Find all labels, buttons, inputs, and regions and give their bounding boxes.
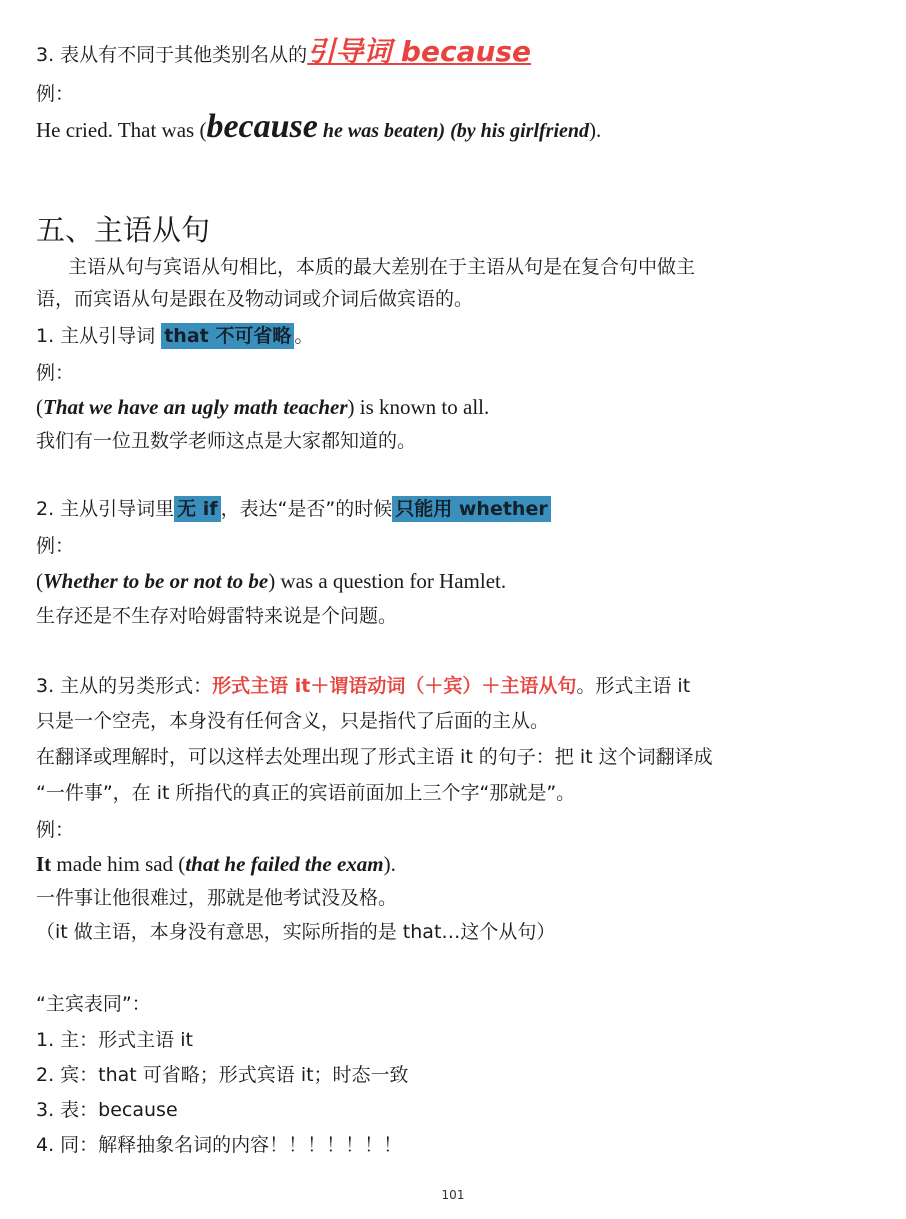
point-3-line3: 在翻译或理解时，可以这样去处理出现了形式主语 it 的句子：把 it 这个词翻译成 [36,746,713,768]
section5-title: 五、主语从句 [36,213,211,247]
example-label: 例： [36,535,75,557]
summary-title: “主宾表同”： [36,993,151,1015]
highlight-whether: 只能用 whether [392,496,550,522]
example-1: (That we have an ugly math teacher) is known to all. [36,395,490,419]
point-1: 1. 主从引导词 that 不可省略 。 [36,325,314,347]
point-3-line4: “一件事”，在 it 所指代的真正的宾语前面加上三个字“那就是”。 [36,782,576,804]
highlight-no-if: 无 if [174,496,220,522]
translation-3: 一件事让他很难过，那就是他考试没及格。 [36,887,398,909]
section3-heading [36,35,532,69]
summary-item: 1. 主：形式主语 it [36,1029,193,1051]
note-3: （it 做主语，本身没有意思，实际所指的是 that…这个从句） [36,921,556,943]
summary-item: 4. 同：解释抽象名词的内容！！！！！！！ [36,1134,403,1156]
summary-item: 2. 宾：that 可省略；形式宾语 it；时态一致 [36,1064,409,1086]
item-text: 表从有不同于其他类别名从的 [60,44,308,66]
point-3: 3. 主从的另类形式：形式主语 it＋谓语动词（＋宾）＋主语从句。形式主语 it [36,675,691,697]
item-number: 3. [36,44,61,66]
highlight-that: that 不可省略 [161,323,294,349]
example-3: It made him sad (that he failed the exam). [36,852,396,876]
intro-line-1: 主语从句与宾语从句相比，本质的最大差别在于主语从句是在复合句中做主 [68,256,696,278]
point-2: 2. 主从引导词里 无 if ，表达“是否”的时候 只能用 whether [36,495,551,523]
translation-2: 生存还是不生存对哈姆雷特来说是个问题。 [36,605,398,627]
because-example: He cried. That was (because he was beaten) (by his girlfriend). [36,108,602,145]
example-2: (Whether to be or not to be) was a question for Hamlet. [36,569,507,593]
example-label: 例： [36,819,75,841]
example-label: 例： [36,83,75,105]
intro-line-2: 语，而宾语从句是跟在及物动词或介词后做宾语的。 [36,288,474,310]
page-number: 101 [441,1188,465,1202]
translation-1: 我们有一位丑数学老师这点是大家都知道的。 [36,430,417,452]
point-3-line2: 只是一个空壳，本身没有任何含义，只是指代了后面的主从。 [36,710,550,732]
summary-item: 3. 表：because [36,1099,178,1121]
example-label: 例： [36,362,75,384]
because-highlight: 引导词 because [307,35,532,68]
formal-subject-formula: 形式主语 it＋谓语动词（＋宾）＋主语从句 [212,675,577,697]
